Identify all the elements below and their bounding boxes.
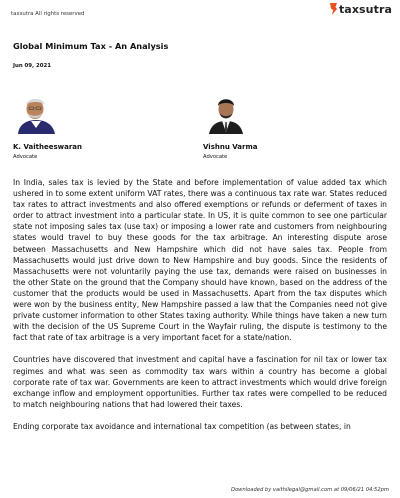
author-photo xyxy=(15,92,57,134)
download-note: Downloaded by vaithilegal@gmail.com at 09/06/21 04:52pm xyxy=(230,487,389,493)
author-card xyxy=(203,92,258,160)
top-bar xyxy=(0,0,400,24)
body-paragraph: Ending corporate tax avoidance and international tax competition (as between states, in xyxy=(13,421,351,431)
author-name: Vishnu Varma xyxy=(203,143,258,151)
author-card xyxy=(13,92,83,160)
logo-mark-icon xyxy=(329,3,338,15)
author-name: K. Vaitheeswaran xyxy=(13,143,83,151)
body-paragraph: In India, sales tax is levied by the State and before implementation of value added tax which ushered in to some extent uniform VAT rates, there was a continuous tax rate war. States reduced tax rates to attract investments and also offered exemptions or refunds or deferment of taxes in order to attract investment into a particular state. In US, it is quite common to see one particular state not imposing sales tax (use tax) or imposing a lower rate and customers from neighbouring states would travel to buy these goods for the tax arbitrage. An interesting dispute arose between Massachusetts and New Hampshire which did not have sales tax. People from Massachusetts would just drive down to New Hampshire and buy goods. Since the residents of Massachusetts were not voluntarily paying the use tax, demands were raised on businesses in the other State on the ground that the Company should have known, based on the address of the customer that the products would be used in Massachusetts. Apart from the tax disputes which were won by the business entity, New Hampshire passed a law that the Companies need not give private customer information to other States taxing authority. While things have taken a new turn with the decision of the US Supreme Court in the Wayfair ruling, the dispute is testimony to the fact that rate of tax arbitrage is a very important facet for a state/nation. xyxy=(13,178,387,343)
article-date: Jun 09, 2021 xyxy=(13,63,51,69)
author-photo xyxy=(205,92,247,134)
body-paragraph: Countries have discovered that investment and capital have a fascination for nil tax or lower tax regimes and what was seen as commodity tax wars within a country has become a global corporate rate of tax war. Governments are keen to attract investments which would drive foreign exchange inflow and employment opportunities. Further tax rates were compelled to be reduced to match neighbouring nations that had lowered their taxes. xyxy=(13,355,387,409)
rights-notice: taxsutra All rights reserved xyxy=(11,11,85,17)
article-body xyxy=(13,177,387,443)
author-role: Advocate xyxy=(13,154,38,160)
logo-text: taxsutra xyxy=(338,2,392,16)
author-role: Advocate xyxy=(203,154,228,160)
taxsutra-logo[interactable] xyxy=(329,2,392,16)
article-title: Global Minimum Tax - An Analysis xyxy=(13,41,169,51)
